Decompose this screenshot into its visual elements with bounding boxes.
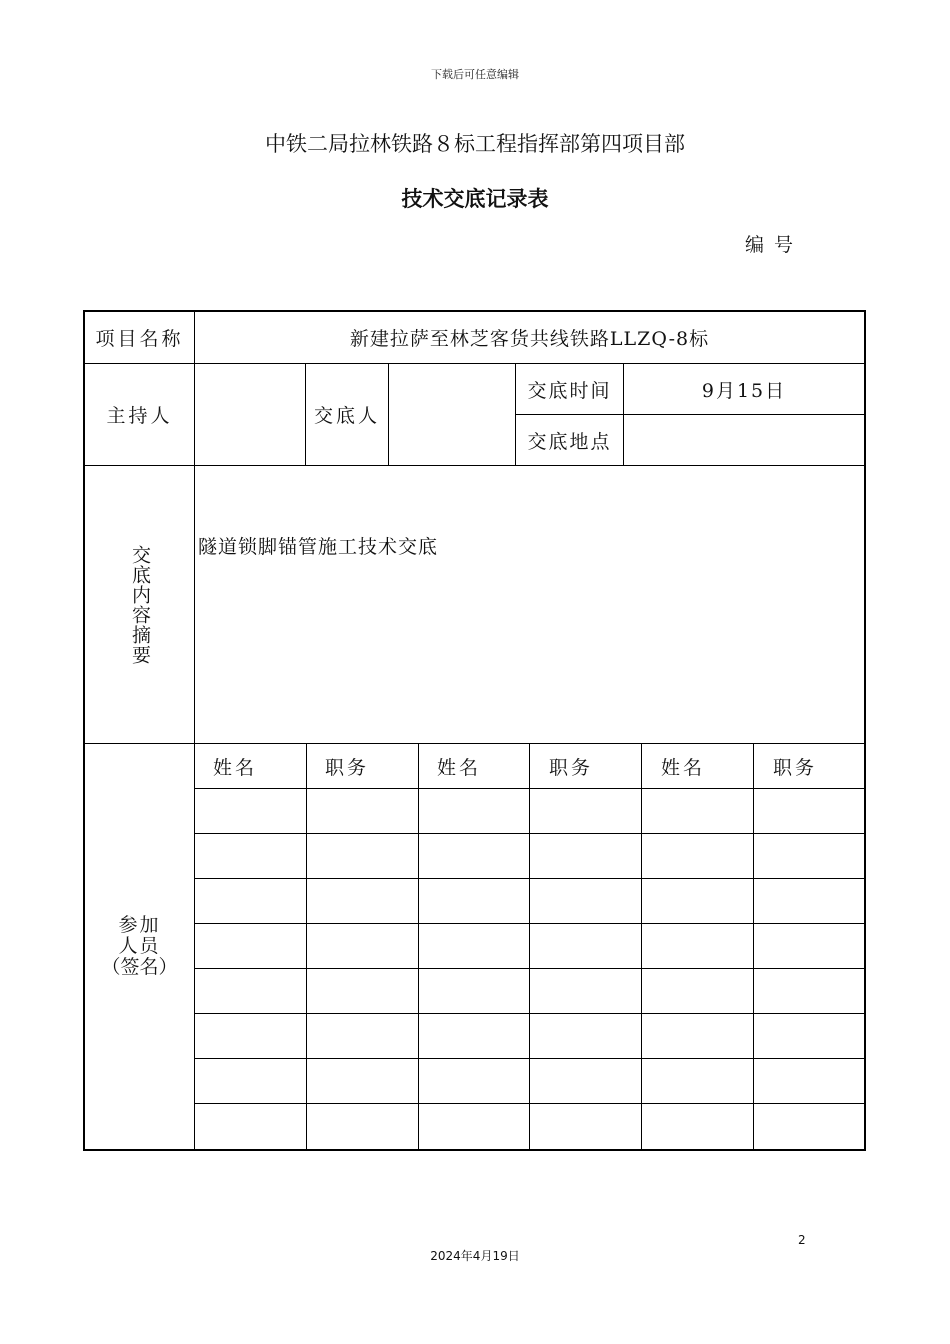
serial-number-label: 编号 xyxy=(745,234,804,256)
host-label: 主持人 xyxy=(106,405,173,427)
header-duty-3: 职务 xyxy=(773,756,818,779)
grid-row-divider xyxy=(194,1058,866,1059)
presenter-value[interactable] xyxy=(389,364,515,465)
grid-row-divider xyxy=(194,923,866,924)
project-name-label: 项目名称 xyxy=(95,328,184,350)
time-value[interactable]: 9月15日 xyxy=(701,379,787,402)
participants-label-line3: （签名） xyxy=(101,955,178,978)
grid-row-divider xyxy=(194,788,866,789)
project-name-value[interactable]: 新建拉萨至林芝客货共线铁路LLZQ-8标 xyxy=(349,328,710,350)
record-form-table xyxy=(83,310,866,1151)
summary-value[interactable]: 隧道锁脚锚管施工技术交底 xyxy=(198,535,439,558)
grid-row-divider xyxy=(194,833,866,834)
header-name-1: 姓名 xyxy=(213,756,258,779)
presenter-label: 交底人 xyxy=(313,405,380,427)
place-value[interactable] xyxy=(624,415,864,465)
form-title: 技术交底记录表 xyxy=(401,187,549,211)
grid-row-divider xyxy=(194,1013,866,1014)
participants-label-line1: 参加 xyxy=(118,914,161,937)
summary-label: 交底内容摘要 xyxy=(129,544,151,665)
col-divider xyxy=(641,743,642,1151)
col-divider xyxy=(529,743,530,1151)
col-divider xyxy=(418,743,419,1151)
summary-label-cell xyxy=(85,466,194,743)
table-border-bottom xyxy=(83,1149,866,1151)
row-divider xyxy=(83,465,866,466)
time-label: 交底时间 xyxy=(527,379,612,402)
grid-row-divider xyxy=(194,968,866,969)
host-value[interactable] xyxy=(195,364,305,465)
org-title: 中铁二局拉林铁路８标工程指挥部第四项目部 xyxy=(265,132,685,156)
header-name-3: 姓名 xyxy=(661,756,706,779)
col-divider xyxy=(306,743,307,1151)
table-border-right xyxy=(864,310,866,1151)
page-number: 2 xyxy=(798,1233,806,1247)
participants-label-cell xyxy=(85,744,194,1149)
place-label: 交底地点 xyxy=(527,430,612,453)
grid-row-divider xyxy=(194,1103,866,1104)
header-name-2: 姓名 xyxy=(437,756,482,779)
participants-label-line2: 人员 xyxy=(118,935,161,958)
grid-row-divider xyxy=(194,878,866,879)
header-duty-1: 职务 xyxy=(325,756,370,779)
col-divider xyxy=(753,743,754,1151)
header-note: 下载后可任意编辑 xyxy=(431,68,519,81)
footer-date: 2024年4月19日 xyxy=(430,1249,520,1263)
header-duty-2: 职务 xyxy=(549,756,594,779)
